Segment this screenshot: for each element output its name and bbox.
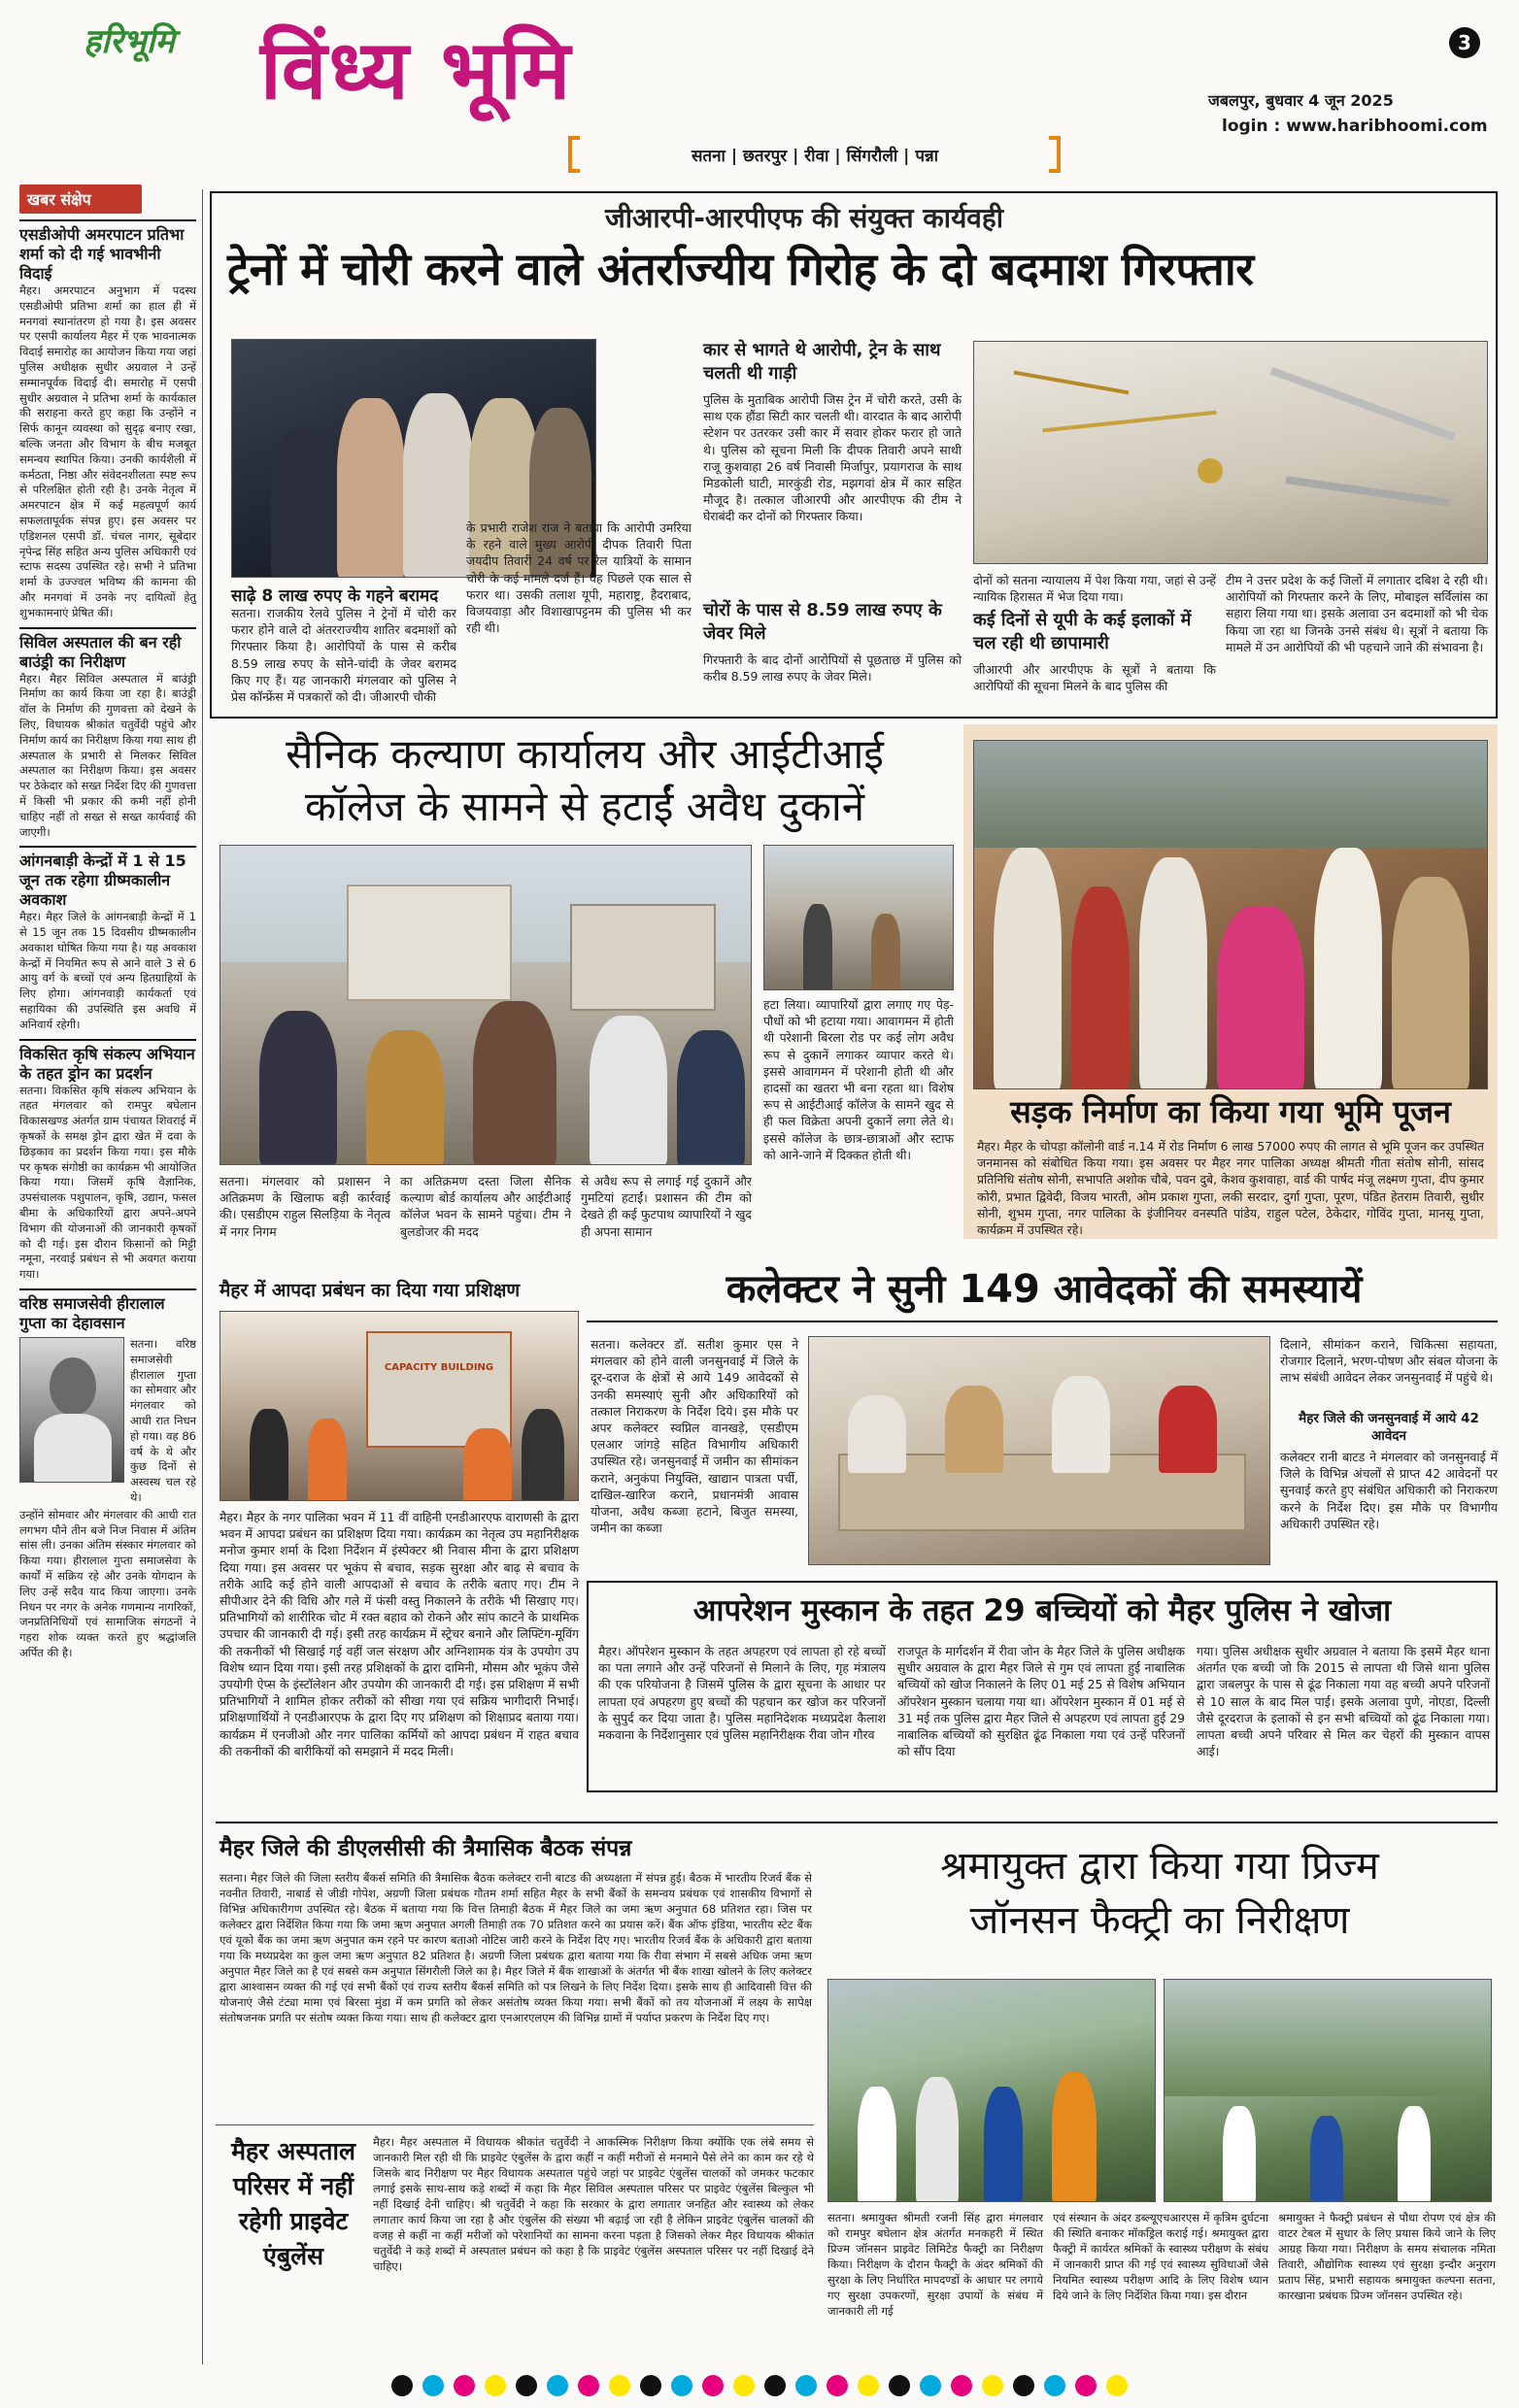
story-ambulance-body: मैहर। मैहर अस्पताल में विधायक श्रीकांत चतुर्वेदी ने आकस्मिक निरीक्षण किया क्योंकि एक लंबे समय से जानकारी मिल रही थी कि प्राइवेट एंबुलेंस के द्वारा कहीं न कहीं मरीजों से मनमाने पैसे लेने का काम कर रहे थे जिसके बाद निरीक्षण पर मैहर विधायक अस्पताल पहुंचे जहां पर प्राइवेट एंबुलेंस चालकों को जमकर फटकार लगाई इसके साथ-साथ कड़े शब्दों में कहा कि मैहर सिविल अस्पताल परिसर पर प्राइवेट एंबुलेंस बिल्कुल भी नहीं दिखाई देनी चाहिए। श्री चतुर्वेदी ने कहा कि सरकार के द्वारा लगातार जनहित और स्वास्थ्य को लेकर लगातार कार्य किया जा रहा है और एंबुलेंस की संख्या भी बढ़ाई जा रही है लेकिन प्राइवेट एंबुलेंस चालकों की वजह से कहीं ना कहीं मरीजों को परेशानियों का सामना करना पड़ता है जिसको लेकर मैहर विधायक श्रीकांत चतुर्वेदी ने कड़े शब्दों में अस्पताल प्रबंधन को कहा है कि प्राइवेट एंबुलेंस अस्पताल परिसर पर नहीं दिखाई देने चाहिए।	[373, 2135, 814, 2273]
story-bhoomi-box	[963, 724, 1498, 1239]
story-train-headline: ट्रेनों में चोरी करने वाले अंतर्राज्यीय गिरोह के दो बदमाश गिरफ्तार	[227, 243, 1254, 295]
page-number: 3	[1458, 31, 1471, 54]
story-bhoomi-body: मैहर। मैहर के चोपड़ा कॉलोनी वार्ड न.14 में रोड निर्माण 6 लाख 57000 रुपए की लागत से भूमि पूजन कर उपस्थित जनमानस को संबोधित किया गया। इस अवसर पर मैहर नगर पालिका अध्यक्ष श्रीमती गीता संतोष सोनी, सांसद प्रतिनिधि संतोष सोनी, सभापति अशोक चौबे, पवन दुबे, केशव कुशवाहा, वार्ड की पार्षद मंजू लक्ष्मण गुप्ता, दीप कुमार कोरी, प्रभात द्विवेदी, विजय भारती, ओम प्रकाश गुप्ता, लकी सरदार, दुर्गा गुप्ता, पूरण, पंडित हेतराम तिवारी, सुधीर सोनी, शुभम गुप्ता, नगर पालिका के इंजीनियर वनस्पति पांडेय, राहुल पटेल, ठेकेदार, गोविंद गुप्ता, मानसू गुप्ता, कार्यक्रम में उपस्थित रहे।	[977, 1139, 1484, 1238]
registration-dot	[1106, 2375, 1128, 2396]
registration-dot	[609, 2375, 630, 2396]
bracket-left	[568, 136, 580, 173]
registration-dot	[795, 2375, 817, 2396]
jansunwai-photo	[808, 1336, 1270, 1565]
registration-dot	[1075, 2375, 1097, 2396]
story-collector-sub: मैहर जिले की जनसुनवाई में आये 42 आवेदन	[1299, 1411, 1479, 1444]
brief-title: एसडीओपी अमरपाटन प्रतिभा शर्मा को दी गई भावभीनी विदाई	[19, 225, 185, 283]
demolition-photo	[219, 845, 752, 1165]
brief-title: सिविल अस्पताल की बन रही बाउंड्री का निरीक्षण	[19, 632, 182, 671]
disaster-training-photo	[219, 1311, 579, 1501]
district-item[interactable]: सतना	[691, 147, 726, 166]
story-train-col4a: दोनों को सतना न्यायालय में पेश किया गया, जहां से उन्हें न्यायिक हिरासत में भेज दिया गया।	[973, 573, 1216, 605]
registration-dot	[951, 2375, 972, 2396]
registration-dot	[578, 2375, 599, 2396]
registration-dot	[1013, 2375, 1034, 2396]
registration-dot	[764, 2375, 786, 2396]
story-muskan-col3: गया। पुलिस अधीक्षक सुधीर अग्रवाल ने बताया कि इसमें मैहर थाना अंतर्गत एक बच्ची जो कि 2015 से लापता थी जिसे थाना पुलिस द्वारा जबलपुर के पास से ढूंढ निकाला गया वह बच्ची अपने परिजनों से 10 साल के बाद मिल पाई। इसके अलावा पुणे, नोएडा, दिल्ली जैसे दूरदराज के इलाकों से इन सभी बच्चियों को ढूंढ निकाला गया। लापता बच्ची अपने परिवार से मिल कर चेहरों की मुस्कान वापस आई।	[1197, 1644, 1490, 1759]
registration-dot	[671, 2375, 692, 2396]
column-divider	[202, 189, 203, 2364]
story-train-sub3: कई दिनों से यूपी के कई इलाकों में चल रही थी छापामारी	[973, 610, 1192, 653]
brief-title: आंगनबाड़ी केन्द्रों में 1 से 15 जून तक रहेगा ग्रीष्मकालीन अवकाश	[19, 852, 186, 910]
district-item[interactable]: छतरपुर	[743, 147, 788, 166]
story-bhoomi-headline: सड़क निर्माण का किया गया भूमि पूजन	[1010, 1093, 1451, 1130]
collector-rule	[587, 1321, 1498, 1322]
story-muskan-col2: राजपूत के मार्गदर्शन में रीवा जोन के मैहर जिले के पुलिस अधीक्षक सुधीर अग्रवाल के द्वारा मैहर जिले से गुम एवं लापता हुई नाबालिक बच्चियों को खोज निकालने के लिए 01 मई 25 से विशेष अभियान ऑपरेशन मुस्कान चलाया गया था। ऑपरेशन मुस्कान में 01 मई से 31 मई तक पुलिस द्वारा मैहर जिले से अपहरण एवं लापता हुई 29 नाबालिक बच्चियों को सुरक्षित ढूंढ निकाला गया एवं उन्हें परिजनों को सौंप दिया	[897, 1644, 1185, 1759]
story-muskan-headline: आपरेशन मुस्कान के तहत 29 बच्चियों को मैहर पुलिस ने खोजा	[692, 1593, 1392, 1628]
brand-logo: हरिभूमि	[84, 22, 175, 61]
sidebar-label	[19, 184, 142, 214]
story-train-sub1: कार से भागते थे आरोपी, ट्रेन के साथ चलती थी गाड़ी	[703, 340, 941, 384]
story-muskan-col1: मैहर। ऑपरेशन मुस्कान के तहत अपहरण एवं लापता हो रहे बच्चों का पता लगाने और उन्हें परिजनों से मिलाने के लिए, गृह मंत्रालय की एक परियोजना है जिसमें पुलिस के द्वारा सूचना के आधार पर लापता एवं अपहरण हुए बच्चों की पहचान कर खोज कर परिजनों के सुपुर्द कर दिया जाता है। पुलिस महानिदेशक मध्यप्रदेश कैलाश मकवाना के निर्देशानुसार एवं पुलिस महानिरीक्षक रीवा जोन गौरव	[598, 1644, 886, 1743]
story-prism-headline-2: जॉनसन फैक्ट्री का निरीक्षण	[969, 1898, 1350, 1943]
story-collector-col2b: कलेक्टर रानी बाटड ने मंगलवार को जनसुनवाई में जिले के विभिन्न अंचलों से प्राप्त 42 आवेदनों पर सुनवाई करते हुए संबंधित अधिकारी को निराकरण करने के निर्देश दिए। इस मौके पर विभागीय अधिकारी उपस्थित रहे।	[1280, 1450, 1498, 1531]
sidebar-label-text: खबर संक्षेप	[27, 190, 91, 209]
factory-inspection-photo-2	[1164, 1979, 1492, 2202]
brief-body: मैहर। मैहर सिविल अस्पताल में बाउंड्री निर्माण का कार्य किया जा रहा है। बाउंड्री वॉल के निर्माण की गुणवत्ता को देखने के लिए, विधायक श्रीकांत चतुर्वेदी पहुंचे और निर्माण कार्य का निरीक्षण किया गया साथ ही अस्पताल के प्रभारी से मिलकर सिविल अस्पताल का निरीक्षण किया। इस अवसर पर ठेकेदार को सख्त निर्देश दिए की गुणवत्ता में किसी भी प्रकार की कमी नहीं होनी चाहिए नहीं तो सख्त से सख्त कार्यवाई की जाएगी।	[19, 671, 196, 839]
story-ambulance-headline: मैहर अस्पताल परिसर में नहीं रहेगी प्राइवेट एंबुलेंस	[231, 2137, 355, 2270]
district-item[interactable]: रीवा	[804, 147, 829, 166]
story-train-col5: टीम ने उत्तर प्रदेश के कई जिलों में लगातार दबिश दे रही थी। आरोपियों को गिरफ्तार करने के लिए, मोबाइल सर्विलांस का सहारा लिया गया था। इसके अलावा उन बदमाशों को भी चेक किया जा रहा था जिनके उनसे संबंध थे। सूत्रों ने बताया कि मामले में उन आरोपियों की भी पहचाने जाने की संभावना है।	[1226, 573, 1488, 654]
arrest-photo-caption: साढ़े 8 लाख रुपए के गहने बरामद	[231, 586, 439, 606]
brief-title: वरिष्ठ समाजसेवी हीरालाल गुप्ता का देहावसान	[19, 1294, 165, 1333]
story-prism-headline-1: श्रमायुक्त द्वारा किया गया प्रिज्म	[940, 1844, 1379, 1889]
brief-body: सतना। विकसित कृषि संकल्प अभियान के तहत मंगलवार को रामपुर बघेलान विकासखण्ड अंतर्गत ग्राम पंचायत शिवराई में कृषकों के समक्ष ड्रोन द्वारा खेत में दवा के छिड़काव का प्रदर्शन किया गया। इस मौके पर कृषक संगोष्ठी का कार्यक्रम भी आयोजित किया गया। जिसमें कृषि वैज्ञानिक, उपसंचालक पशुपालन, कृषि, उद्यान, फसल बीमा के अधिकारियों द्वारा अपने-अपने विभाग की योजनाओं की जानकारी कृषकों को दी गई। इस दौरान किसानों को मिट्टी नमूना, नरवाई प्रबंधन से भी अवगत कराया गया।	[19, 1083, 196, 1282]
registration-dot	[733, 2375, 755, 2396]
registration-dot	[920, 2375, 941, 2396]
story-train-col3b: गिरफ्तारी के बाद दोनों आरोपियों से पूछताछ में पुलिस को करीब 8.59 लाख रुपए के जेवर मिले।	[703, 652, 962, 685]
brief-body: मैहर। मैहर जिले के आंगनबाड़ी केन्द्रों में 1 से 15 जून तक 15 दिवसीय ग्रीष्मकालीन अवकाश घोषित किया गया है। यह अवकाश केन्द्रों में नियमित रूप से आने वाले 3 से 6 आयु वर्ग के बच्चों एवं अन्य हितग्राहियों के लिए होगा। आंगनवाड़ी कार्यकर्ता एवं सहायिका की उपस्थिति इस अवधि में अनिवार्य रहेगी।	[19, 910, 196, 1031]
story-train-col2: के प्रभारी राजेश राज ने बताया कि आरोपी उमरिया के रहने वाले मुख्य आरोपी दीपक तिवारी पिता जयदीप तिवारी 24 वर्ष पर रेल यात्रियों के सामान चोरी के कई मामले दर्ज हैं। वह पिछले एक साल से फरार था। उसकी तलाश यूपी, महाराष्ट्र, हैदराबाद, विजयवाड़ा और विशाखापट्टनम की पुलिस भी कर रही थी।	[466, 520, 692, 636]
registration-dot	[516, 2375, 537, 2396]
color-registration-bar	[0, 2375, 1519, 2404]
masthead	[0, 0, 1519, 180]
bracket-right	[1049, 136, 1061, 173]
jewellery-photo	[973, 341, 1488, 564]
brief-title: विकसित कृषि संकल्प अभियान के तहत ड्रोन का प्रदर्शन	[19, 1044, 195, 1083]
brief-body-side: सतना। वरिष्ठ समाजसेवी हीरालाल गुप्ता का सोमवार और मंगलवार को आधी रात निधन हो गया। वह 86 वर्ष के थे और कुछ दिनों से अस्वस्थ चल रहे थे।	[130, 1337, 196, 1504]
training-banner-text: CAPACITY BUILDING	[384, 1362, 494, 1373]
login-line: login : www.haribhoomi.com	[1222, 117, 1488, 136]
registration-dot	[422, 2375, 444, 2396]
registration-dot	[454, 2375, 475, 2396]
story-disaster-body: मैहर। मैहर के नगर पालिका भवन में 11 वीं वाहिनी एनडीआरएफ वाराणसी के द्वारा भवन में आपदा प्रबंधन का प्रशिक्षण दिया गया। कार्यक्रम का नेतृत्व उप महानिरीक्षक मनोज कुमार शर्मा के दिशा निर्देशन में इंस्पेक्टर श्री निवास मीना के द्वारा प्रशिक्षण दिया गया। इस अवसर पर भूकंप से बचाव, सड़क सुरक्षा और बाढ़ से बचाव के तरीके आदि कई होने वाली आपदाओं से बचाव के तरीके बताए गए। टीम ने सीपीआर देने की विधि और गले में फंसी वस्तु निकालने के तरीके भी सिखाए गए। प्रतिभागियों को शारीरिक चोट में रक्त बहाव को रोकने और सांप काटने के प्राथमिक उपचार की जानकारी दी गई। इसी तरह कार्यक्रम में स्ट्रेचर बनाने और लिफ्टिंग-मूविंग की तकनीकों भी सिखाई गई वहीं जल संरक्षण और अग्निशामक यंत्र के उपयोग उप विशेष ध्यान दिया गया। इसी तरह प्रशिक्षकों के द्वारा दामिनी, मौसम और भूकंप जैसे उपयोगी ऐप्स के इंस्टॉलेशन और उपयोग की जानकारी दी गई। इस प्रशिक्षण में सभी प्रतिभागियों ने शामिल होकर तरीकों को सीखा गया एवं सक्रिय भागीदारी निभाई। प्रशिक्षणार्थियों ने एनडीआरएफ के द्वारा दिए गए प्रशिक्षण को शिक्षाप्रद बताया गया। कार्यक्रम में एनजीओ और नगर पालिका कर्मियों को आपदा प्रबंधन में राहत बचाव की तकनीकों की बारीकियों को समझाने में मदद मिली।	[219, 1510, 579, 1758]
page-number-badge	[1449, 27, 1480, 58]
story-collector-col1: सतना। कलेक्टर डॉ. सतीश कुमार एस ने मंगलवार को होने वाली जनसुनवाई में जिले के दूर-दराज के क्षेत्रों से आये 149 आवेदकों से उनकी समस्याएं सुनी और अधिकारियों को तत्काल निराकरण के निर्देश दिये। इस मौके पर अपर कलेक्टर स्वप्निल वानखड़े, एसडीएम एलआर जांगड़े सहित विभागीय अधिकारी उपस्थित रहे। जनसुनवाई में जमीन का सीमांकन कराने, अनुकंपा नियुक्ति, खाद्यान पात्रता पर्ची, दाखिल-खारिज कराने, प्रधानमंत्री आवास योजना, अवैध कब्जा हटाने, बिजुत समस्या, जमीन का कब्जा	[591, 1337, 798, 1536]
story-train-col1: सतना। राजकीय रेलवे पुलिस ने ट्रेनों में चोरी कर फरार होने वाले दो अंतरराज्यीय शातिर बदमाशों को गिरफ्तार किया है। आरोपियों के पास से करीब 8.59 लाख रुपए के सोने-चांदी के जेवर बरामद किए गए हैं। यह जानकारी मंगलवार को पुलिस ने प्रेस कॉन्फ्रेंस में पत्रकारों को दी। जीआरपी चौकी	[231, 606, 456, 705]
story-shops-col2: का अतिक्रमण दस्ता जिला सैनिक कल्याण बोर्ड कार्यालय और आईटीआई कॉलेज भवन के सामने पहुंचा। टीम ने बुलडोजर की मदद	[400, 1174, 571, 1239]
district-item[interactable]: पन्ना	[915, 147, 939, 166]
story-train-col3a: पुलिस के मुताबिक आरोपी जिस ट्रेन में चोरी करते, उसी के साथ एक हौंडा सिटी कार चलती थी। वारदात के बाद आरोपी स्टेशन पर उतरकर उसी कार में सवार होकर फरार हो जाते थे। पुलिस को सूचना मिली कि दीपक तिवारी अपने साथी राजू कुशवाहा 26 वर्ष निवासी मिर्जापुर, प्रयागराज के साथ मिडकोली घाटी, मारकुंडी रोड, मझगवां क्षेत्र में कार सहित मौजूद है। तत्काल जीआरपी और आरपीएफ की टीम ने घेराबंदी कर दोनों को गिरफ्तार किया।	[703, 392, 962, 524]
story-disaster-headline: मैहर में आपदा प्रबंधन का दिया गया प्रशिक्षण	[219, 1280, 521, 1301]
registration-dot	[827, 2375, 848, 2396]
story-prism-col2: एवं संस्थान के अंदर डब्ल्यूएचआरएस में कृत्रिम दुर्घटना की स्थिति बनाकर मॉकड्रिल कराई गई। श्रमायुक्त द्वारा फैक्ट्री में कार्यरत श्रमिकों के स्वास्थ्य परीक्षण के संबंध में जानकारी प्राप्त की गई एवं स्वास्थ्य सुविधाओं जैसे नियमित स्वास्थ्य परीक्षण आदि के लिए विशेष ध्यान दिये जाने के लिए निर्देशित किया गया। इस दौरान	[1053, 2211, 1268, 2302]
factory-inspection-photo-1	[827, 1979, 1156, 2202]
story-shops-col3: से अवैध रूप से लगाई गई दुकानें और गुमटियां हटाईं। प्रशासन की टीम को देखते ही कई फुटपाथ व्यापारियों ने खुद ही अपना सामान	[581, 1174, 752, 1239]
ambulance-top-rule	[216, 2124, 814, 2125]
story-dlcc-headline: मैहर जिले की डीएलसीसी की त्रैमासिक बैठक संपन्न	[219, 1836, 632, 1861]
registration-dot	[391, 2375, 413, 2396]
registration-dot	[702, 2375, 724, 2396]
bhoomi-pujan-photo	[973, 740, 1488, 1089]
registration-dot	[889, 2375, 910, 2396]
registration-dot	[547, 2375, 568, 2396]
story-train-kicker: जीआरपी-आरपीएफ की संयुक्त कार्यवही	[605, 202, 1003, 234]
story-collector-headline: कलेक्टर ने सुनी 149 आवेदकों की समस्यायें	[726, 1267, 1363, 1312]
dlcc-top-rule	[216, 1822, 1498, 1823]
obituary-photo	[19, 1337, 124, 1483]
story-train-col4b: जीआरपी और आरपीएफ के सूत्रों ने बताया कि आरोपियों की सूचना मिलने के बाद पुलिस की	[973, 662, 1216, 694]
district-item[interactable]: सिंगरौली	[846, 147, 898, 166]
edition-title: विंध्य भूमि	[260, 22, 573, 117]
story-train-box	[210, 191, 1498, 719]
district-list: सतना | छतरपुर | रीवा | सिंगरौली | पन्ना	[691, 147, 939, 166]
story-shops-headline-1: सैनिक कल्याण कार्यालय और आईटीआई	[286, 730, 884, 778]
registration-dot	[858, 2375, 879, 2396]
registration-dot	[485, 2375, 506, 2396]
story-shops-col1: सतना। मंगलवार को प्रशासन ने अतिक्रमण के खिलाफ बड़ी कार्रवाई की। एसडीएम राहुल सिलड़िया के नेतृत्व में नगर निगम	[219, 1174, 390, 1239]
story-shops-side: हटा लिया। व्यापारियों द्वारा लगाए गए पेड़-पौधों को भी हटाया गया। आवागमन में होती थी परेशानी बिरला रोड पर कई लोग अवैध रूप से दुकानें लगाकर व्यापार करते थे। इससे आवागमन में परेशानी होती थी और हादसों का खतरा भी बना रहता था। विशेष रूप से आईटीआई कॉलेज के सामने खुद से ही फल विक्रेता अपनी दुकानें लगा लेते थे। इससे कॉलेज के छात्र-छात्राओं और स्टाफ को आने-जाने में दिक्कत होती थी।	[763, 997, 954, 1162]
story-shops-headline-2: कॉलेज के सामने से हटाईं अवैध दुकानें	[304, 783, 865, 830]
news-brief-sidebar	[19, 184, 196, 2369]
shops-small-photo	[763, 845, 954, 990]
story-prism-col3: श्रमायुक्त ने फैक्ट्री प्रबंधन से पौधा रोपण एवं क्षेत्र की वाटर टेबल में सुधार के लिए प्रयास किये जाने के लिए आग्रह किया गया। निरीक्षण के समय संचालक नमिता तिवारी, औद्योगिक स्वास्थ्य एवं सुरक्षा इन्दौर अनुराग प्रताप सिंह, प्रभारी सहायक श्रमायुक्त कल्पना सतना, कारखाना प्रबंधक प्रिज्म जॉनसन उपस्थित रहे।	[1278, 2211, 1496, 2302]
story-muskan-box	[587, 1581, 1498, 1792]
registration-dot	[1044, 2375, 1065, 2396]
story-collector-col2: दिलाने, सीमांकन कराने, चिकित्सा सहायता, रोजगार दिलाने, भरण-पोषण और संबल योजना के लाभ संबंधी आवेदन लेकर जनसुनवाई में पहुंचे थे।	[1280, 1337, 1498, 1386]
story-train-sub2: चोरों के पास से 8.59 लाख रुपए के जेवर मिले	[703, 600, 942, 644]
brief-body: उन्होंने सोमवार और मंगलवार की आधी रात लगभग पौने तीन बजे निज निवास में अंतिम सांस ली। उनका अंतिम संस्कार मंगलवार को किया गया। हीरालाल गुप्ता समाजसेवा के कार्यों में सक्रिय रहे और उनके योगदान के लिए उन्हें सदैव याद किया जाएगा। उनके निधन पर नगर के अनेक गणमान्य नागरिकों, जनप्रतिनिधियों एवं सामाजिक संगठनों ने गहरा शोक व्यक्त करते हुए श्रद्धांजलि अर्पित की है।	[19, 1507, 196, 1659]
registration-dot	[982, 2375, 1003, 2396]
registration-dot	[640, 2375, 661, 2396]
brief-body: मैहर। अमरपाटन अनुभाग में पदस्थ एसडीओपी प्रतिभा शर्मा का हाल ही में मनगवां स्थानांतरण हो गया है। इस अवसर पर एसपी कार्यालय मैहर में एक भावनात्मक विदाई समारोह का आयोजन किया गया जहां पुलिस अधीक्षक सुधीर अग्रवाल ने उन्हें सम्मानपूर्वक विदाई दी। समारोह में एसपी सुधीर अग्रवाल ने प्रतिभा शर्मा के कार्यकाल की सराहना करते हुए कहा कि उन्होंने न सिर्फ कानून व्यवस्था को सुदृढ़ बनाए रखा, बल्कि जनता और विभाग के बीच मजबूत समन्वय स्थापित किया। उनकी कार्यशैली में कर्मठता, निष्ठा और संवेदनशीलता स्पष्ट रूप से परिलक्षित होती रही है। उनके नेतृत्व में अमरपाटन क्षेत्र में कई महत्वपूर्ण कार्य सफलतापूर्वक संपन्न हुए। इस अवसर पर एडिशनल एसपी डॉ. चंचल नागर, सूबेदार नृपेन्द्र सिंह सहित अन्य पुलिस अधिकारी एवं स्टाफ सदस्य उपस्थित रहे। सभी ने प्रतिभा शर्मा के उज्ज्वल भविष्य की कामना की और मनगवां में उनके नए दायित्वों हेतु शुभकामनाएं प्रेषित कीं।	[19, 284, 196, 619]
story-prism-col1: सतना। श्रमायुक्त श्रीमती रजनी सिंह द्वारा मंगलवार को रामपुर बघेलान क्षेत्र अंतर्गत मनकहरी में स्थित प्रिज्म जॉनसन प्राइवेट लिमिटेड फैक्ट्री का निरीक्षण किया। निरीक्षण के दौरान फैक्ट्री के अंदर श्रमिकों की सुरक्षा के लिए निर्धारित मापदण्डों के आधार पर लगाये गए सुरक्षा उपकरणों, सुरक्षा उपायों के संबंध में जानकारी ली गई	[827, 2211, 1043, 2318]
date-line: जबलपुर, बुधवार 4 जून 2025	[1208, 91, 1394, 110]
story-dlcc-body: सतना। मैहर जिले की जिला स्तरीय बैंकर्स समिति की त्रैमासिक बैठक कलेक्टर रानी बाटड की अध्यक्षता में संपन्न हुई। बैठक में भारतीय रिजर्व बैंक से नवनीत तिवारी, नाबार्ड से जीडी गोपेश, अग्रणी जिला प्रबंधक गौतम शर्मा सहित मैहर के सभी बैंकों के समन्वय प्रबंधक एवं शासकीय विभागों से विभिन्न अधिकारीगण उपस्थित रहे। बैठक में बताया गया कि वित्त तिमाही बैठक में मैहर जिले का जमा ऋण अनुपात 68 प्रतिशत रहा। जिस पर कलेक्टर द्वारा निर्देशित किया गया कि जमा ऋण अनुपात अगली तिमाही तक 70 प्रतिशत करने का प्रयास करें। बैंक ऑफ इंडिया, भारतीय स्टेट बैंक एवं यूको बैंक का जमा ऋण अनुपात कम रहने पर कारण बताओ नोटिस जारी करने के निर्देश दिए गए। भारतीय रिजर्व बैंक के अधिकारी द्वारा बताया गया कि मध्यप्रदेश का कुल जमा ऋण अनुपात 82 प्रतिशत है। अग्रणी जिला प्रबंधक द्वारा बताया गया कि रीवा संभाग में सबसे अधिक जमा ऋण अनुपात मैहर जिले का है एवं सबसे कम अनुपात सिंगरौली जिले का है। मैहर जिले में बैंक शाखाओं के अंतर्गत भी बैंक शाखा खोलने के लिए कलेक्टर द्वारा आश्वासन व्यक्त की गई एवं सभी बैंकों एवं राज्य स्तरीय बैंकर्स समिति को पत्र लिखने के लिए निर्देश दिया। इसके साथ ही आदिवासी वित्त की योजनाएं जैसे टंट्या मामा एवं बिरसा मुंडा में कम प्रगति को लेकर असंतोष व्यक्त किया गया। सभी बैंकों को तय योजनाओं में लक्ष्य के सापेक्ष संतोषजनक प्रगति पर संतोष व्यक्त किया गया। साथ ही कलेक्टर द्वारा एनआरएलएम की विभिन्न ग्रामों में पर्याप्त प्रकरण के निर्देश दिए गए।	[219, 1871, 812, 2024]
